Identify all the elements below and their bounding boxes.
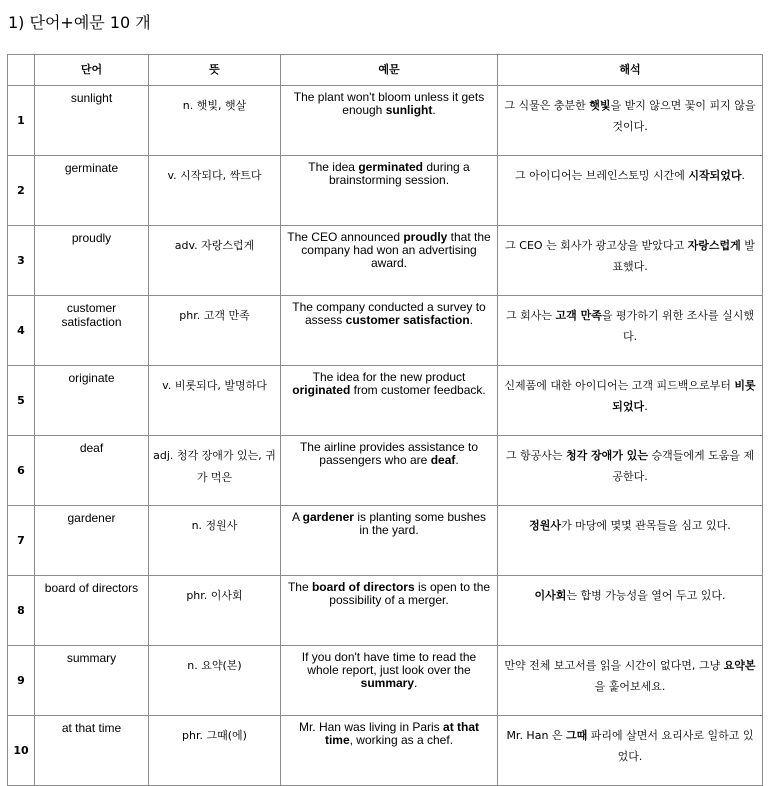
row-number: 10: [8, 716, 35, 786]
example-text: The company conducted a survey to assess: [292, 300, 486, 327]
translation-text: 을 평가하기 위한 조사를 실시했다.: [601, 309, 754, 343]
example-highlight: at that time: [324, 720, 480, 747]
translation-cell: [498, 576, 763, 646]
table-row: [8, 646, 763, 716]
example-text: .: [414, 676, 418, 690]
example-text: Mr. Han was living in Paris: [298, 720, 444, 734]
translation-text: 을 받지 않으면 꽃이 피지 않을 것이다.: [610, 99, 756, 133]
translation-text: 그 아이디어는 브레인스토밍 시간에: [514, 169, 689, 182]
translation-text: 신제품에 대한 아이디어는 고객 피드백으로부터: [504, 379, 735, 392]
word-cell: board of directors: [35, 576, 149, 646]
meaning-cell: phr. 고객 만족: [149, 296, 281, 366]
word-cell: at that time: [35, 716, 149, 786]
translation-text: 는 합병 가능성을 열어 두고 있다.: [566, 589, 726, 602]
translation-highlight: 햇빛: [589, 99, 611, 112]
word-cell: sunlight: [35, 86, 149, 156]
example-cell: [281, 86, 498, 156]
translation-cell: [498, 366, 763, 436]
example-text: The: [287, 580, 312, 594]
translation-highlight: 요약본: [723, 659, 756, 672]
translation-cell: [498, 436, 763, 506]
example-cell: [281, 226, 498, 296]
example-text: .: [469, 313, 474, 327]
header-example: 예문: [281, 55, 498, 86]
translation-text: 그 식물은 충분한: [504, 99, 590, 112]
table-row: [8, 226, 763, 296]
example-cell: [281, 716, 498, 786]
row-number: 9: [8, 646, 35, 716]
word-cell: proudly: [35, 226, 149, 296]
word-cell: germinate: [35, 156, 149, 226]
page-title: 1) 단어+예문 10 개: [8, 13, 151, 32]
header-translation: 해석: [498, 55, 763, 86]
row-number: 3: [8, 226, 35, 296]
translation-text: Mr. Han 은: [506, 729, 567, 742]
header-meaning: 뜻: [149, 55, 281, 86]
table-row: [8, 366, 763, 436]
example-text: is open to the possibility of a merger.: [329, 580, 491, 607]
word-cell: deaf: [35, 436, 149, 506]
example-cell: [281, 296, 498, 366]
example-text: A: [291, 510, 303, 524]
example-highlight: summary: [360, 676, 415, 690]
translation-cell: [498, 506, 763, 576]
translation-text: 그 CEO 는 회사가 광고상을 받았다고: [505, 239, 688, 252]
translation-text: 가 마당에 몇몇 관목들을 심고 있다.: [561, 519, 731, 532]
row-number: 2: [8, 156, 35, 226]
example-text: , working as a chef.: [349, 733, 454, 747]
example-text: .: [455, 453, 459, 467]
meaning-cell: adv. 자랑스럽게: [149, 226, 281, 296]
table-row: [8, 576, 763, 646]
translation-text: .: [741, 169, 746, 182]
row-number: 4: [8, 296, 35, 366]
example-text: The idea: [308, 160, 359, 174]
translation-highlight: 그때: [566, 729, 588, 742]
translation-cell: [498, 156, 763, 226]
table-row: [8, 436, 763, 506]
meaning-cell: phr. 그때(에): [149, 716, 281, 786]
example-cell: [281, 506, 498, 576]
example-text: is planting some bushes in the yard.: [353, 510, 487, 537]
translation-text: 을 훑어보세요.: [594, 680, 666, 693]
translation-cell: [498, 296, 763, 366]
meaning-cell: n. 요약(본): [149, 646, 281, 716]
translation-highlight: 자랑스럽게: [687, 239, 741, 252]
translation-cell: [498, 716, 763, 786]
example-text: during a brainstorming session.: [328, 160, 470, 187]
example-cell: [281, 156, 498, 226]
translation-highlight: 정원사: [529, 519, 562, 532]
meaning-cell: phr. 이사회: [149, 576, 281, 646]
example-highlight: board of directors: [311, 580, 415, 594]
meaning-cell: v. 시작되다, 싹트다: [149, 156, 281, 226]
word-cell: customer satisfaction: [35, 296, 149, 366]
translation-highlight: 이사회: [534, 589, 567, 602]
translation-text: 그 회사는: [506, 309, 556, 322]
translation-text: .: [644, 400, 648, 413]
meaning-cell: adj. 청각 장애가 있는, 귀가 먹은: [149, 436, 281, 506]
row-number: 6: [8, 436, 35, 506]
example-highlight: sunlight: [385, 103, 433, 117]
table-row: [8, 716, 763, 786]
example-text: from customer feedback.: [350, 383, 486, 397]
example-highlight: proudly: [403, 230, 448, 244]
table-header-row: [8, 55, 763, 86]
translation-highlight: 고객 만족: [555, 309, 602, 322]
example-text: The CEO announced: [287, 230, 404, 244]
example-cell: [281, 436, 498, 506]
translation-highlight: 청각 장애가 있는: [565, 449, 649, 462]
example-text: If you don't have time to read the whole report, just look over the: [301, 650, 477, 677]
translation-text: 승객들에게 도움을 제공한다.: [612, 449, 755, 483]
example-highlight: deaf: [430, 453, 456, 467]
example-highlight: customer satisfaction: [345, 313, 470, 327]
table-row: [8, 86, 763, 156]
translation-text: 발표했다.: [612, 239, 755, 273]
example-text: .: [432, 103, 436, 117]
meaning-cell: v. 비롯되다, 발명하다: [149, 366, 281, 436]
row-number: 8: [8, 576, 35, 646]
example-cell: [281, 576, 498, 646]
translation-text: 파리에 살면서 요리사로 일하고 있었다.: [587, 729, 754, 763]
example-text: The idea for the new product: [312, 370, 466, 384]
example-highlight: originated: [292, 383, 351, 397]
row-number: 1: [8, 86, 35, 156]
header-word: 단어: [35, 55, 149, 86]
row-number: 7: [8, 506, 35, 576]
meaning-cell: n. 햇빛, 햇살: [149, 86, 281, 156]
example-text: The plant won't bloom unless it gets enough: [293, 90, 485, 117]
translation-cell: [498, 86, 763, 156]
example-text: that the company had won an advertising award.: [301, 230, 491, 270]
translation-text: 그 항공사는: [505, 449, 566, 462]
word-cell: gardener: [35, 506, 149, 576]
translation-cell: [498, 226, 763, 296]
word-cell: summary: [35, 646, 149, 716]
table-row: [8, 156, 763, 226]
example-text: The airline provides assistance to passengers who are: [299, 440, 479, 467]
translation-cell: [498, 646, 763, 716]
table-row: [8, 296, 763, 366]
translation-highlight: 시작되었다: [688, 169, 742, 182]
translation-text: 만약 전체 보고서를 읽을 시간이 없다면, 그냥: [504, 659, 724, 672]
word-cell: originate: [35, 366, 149, 436]
translation-highlight: 비롯되었다: [612, 379, 756, 413]
example-highlight: germinated: [358, 160, 424, 174]
header-num: [8, 55, 35, 86]
example-cell: [281, 366, 498, 436]
example-cell: [281, 646, 498, 716]
example-highlight: gardener: [302, 510, 354, 524]
vocabulary-table: [7, 54, 763, 786]
row-number: 5: [8, 366, 35, 436]
table-row: [8, 506, 763, 576]
meaning-cell: n. 정원사: [149, 506, 281, 576]
